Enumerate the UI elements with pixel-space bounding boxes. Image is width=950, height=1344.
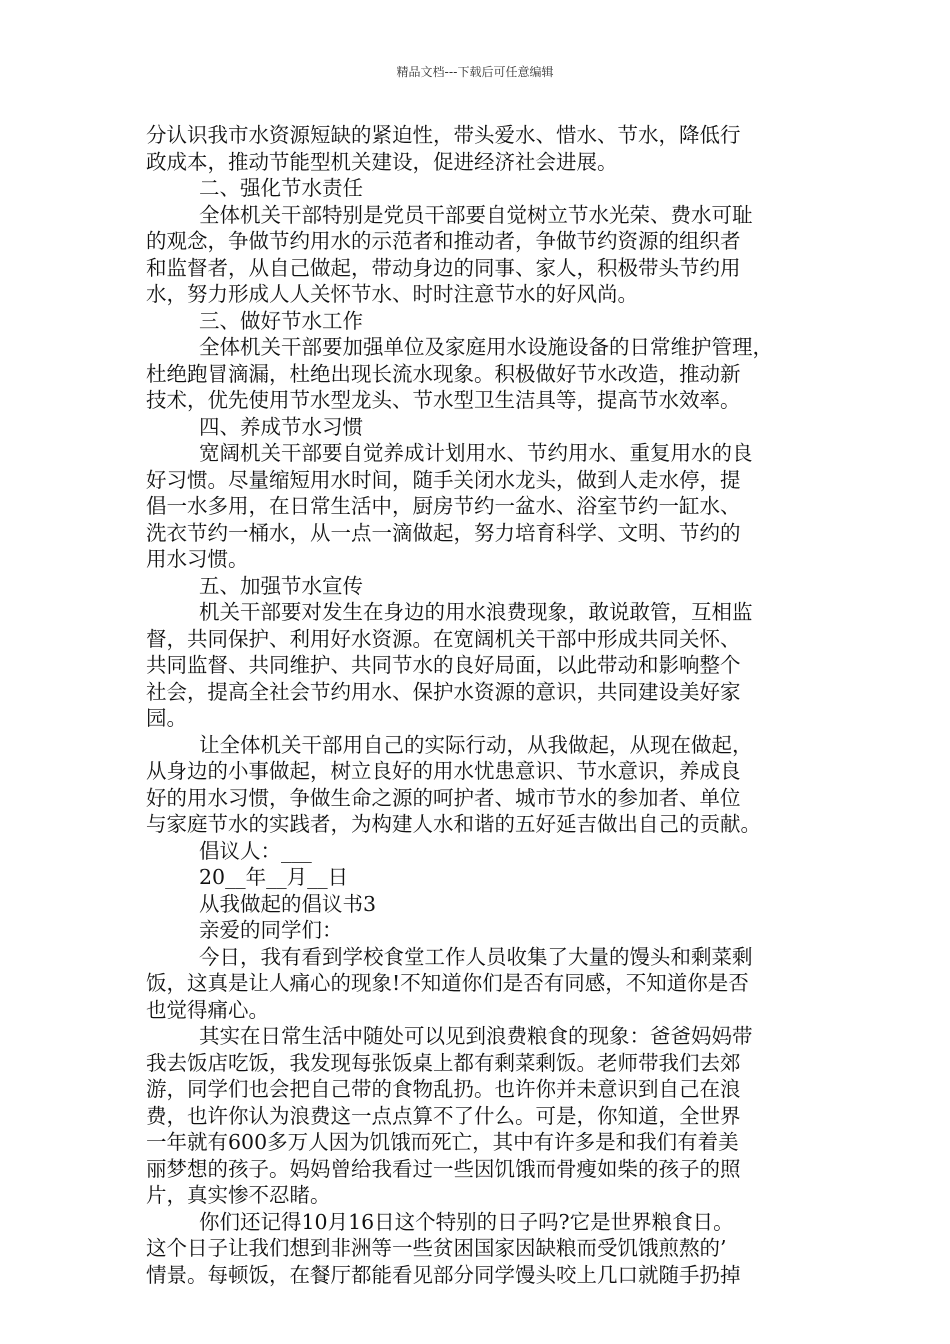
text-line: 好的用水习惯，争做生命之源的呵护者、城市节水的参加者、单位 xyxy=(146,785,741,810)
text-line: 园。 xyxy=(146,706,187,730)
text-line: 片，真实惨不忍睹。 xyxy=(146,1183,331,1207)
text-line: 20__年__月__日 xyxy=(199,865,349,889)
text-line: 让全体机关干部用自己的实际行动，从我做起，从现在做起， xyxy=(199,732,753,757)
text-line: 洗衣节约一桶水，从一点一滴做起，努力培育科学、文明、节约的 xyxy=(146,520,741,545)
page-header: 精品文档---下载后可任意编辑 xyxy=(396,65,554,79)
text-line: 的观念，争做节约用水的示范者和推动者，争做节约资源的组织者 xyxy=(146,229,741,253)
text-line: 费，也许你认为浪费这一点点算不了什么。可是，你知道，全世界 xyxy=(146,1103,741,1128)
text-line: 五、加强节水宣传 xyxy=(199,573,363,598)
text-line: 从身边的小事做起，树立良好的用水忧患意识、节水意识，养成良 xyxy=(146,759,741,783)
text-line: 也觉得痛心。 xyxy=(146,997,269,1022)
text-line: 饭，这真是让人痛心的现象!不知道你们是否有同感，不知道你是否 xyxy=(146,971,749,995)
text-line: 分认识我市水资源短缺的紧迫性，带头爱水、惜水、节水，降低行 xyxy=(146,123,741,147)
text-line: 我去饭店吃饭，我发现每张饭桌上都有剩菜剩饭。老师带我们去郊 xyxy=(146,1050,741,1075)
text-line: 丽梦想的孩子。妈妈曾给我看过一些因饥饿而骨瘦如柴的孩子的照 xyxy=(146,1156,741,1181)
text-line: 用水习惯。 xyxy=(146,547,249,571)
text-line: 这个日子让我们想到非洲等一些贫困国家因缺粮而受饥饿煎熬的’ xyxy=(146,1236,727,1260)
text-line: 宽阔机关干部要自觉养成计划用水、节约用水、重复用水的良 xyxy=(199,441,753,465)
text-line: 好习惯。尽量缩短用水时间，随手关闭水龙头，做到人走水停，提 xyxy=(146,467,741,492)
text-line: 倡一水多用，在日常生活中，厨房节约一盆水、浴室节约一缸水、 xyxy=(146,494,741,518)
text-line: 一年就有600多万人因为饥饿而死亡，其中有许多是和我们有着美 xyxy=(146,1130,739,1154)
text-line: 杜绝跑冒滴漏，杜绝出现长流水现象。积极做好节水改造，推动新 xyxy=(146,361,741,386)
text-line: 和监督者，从自己做起，带动身边的同事、家人，积极带头节约用 xyxy=(146,255,741,280)
text-line: 情景。每顿饭，在餐厅都能看见部分同学馒头咬上几口就随手扔掉 xyxy=(146,1262,741,1287)
text-line: 技术，优先使用节水型龙头、节水型卫生洁具等，提高节水效率。 xyxy=(146,388,741,412)
text-line: 社会，提高全社会节约用水、保护水资源的意识，共同建设美好家 xyxy=(146,679,741,704)
text-line: 从我做起的倡议书3 xyxy=(199,891,377,916)
text-line: 全体机关干部特别是党员干部要自觉树立节水光荣、费水可耻 xyxy=(199,202,753,227)
text-line: 政成本，推动节能型机关建设，促进经济社会进展。 xyxy=(146,149,618,174)
text-line: 亲爱的同学们： xyxy=(199,918,343,942)
text-line: 三、做好节水工作 xyxy=(199,308,363,333)
text-line: 今日，我有看到学校食堂工作人员收集了大量的馒头和剩菜剩 xyxy=(199,944,753,969)
text-line: 倡议人：___ xyxy=(199,838,312,863)
text-line: 全体机关干部要加强单位及家庭用水设施设备的日常维护管理， xyxy=(199,335,773,359)
text-line: 游，同学们也会把自己带的食物乱扔。也许你并未意识到自己在浪 xyxy=(146,1077,741,1101)
text-line: 四、养成节水习惯 xyxy=(199,414,363,439)
text-line: 机关干部要对发生在身边的用水浪费现象，敢说敢管，互相监 xyxy=(199,600,753,624)
text-line: 二、强化节水责任 xyxy=(199,176,363,200)
text-line: 其实在日常生活中随处可以见到浪费粮食的现象：爸爸妈妈带 xyxy=(199,1024,753,1048)
text-line: 与家庭节水的实践者，为构建人水和谐的五好延吉做出自己的贡献。 xyxy=(146,812,761,836)
text-line: 督，共同保护、利用好水资源。在宽阔机关干部中形成共同关怀、 xyxy=(146,626,741,651)
text-line: 你们还记得10月16日这个特别的日子吗?它是世界粮食日。 xyxy=(199,1209,734,1234)
document-body xyxy=(146,122,806,1288)
text-line: 共同监督、共同维护、共同节水的良好局面，以此带动和影响整个 xyxy=(146,653,741,677)
text-line: 水，努力形成人人关怀节水、时时注意节水的好风尚。 xyxy=(146,282,638,306)
